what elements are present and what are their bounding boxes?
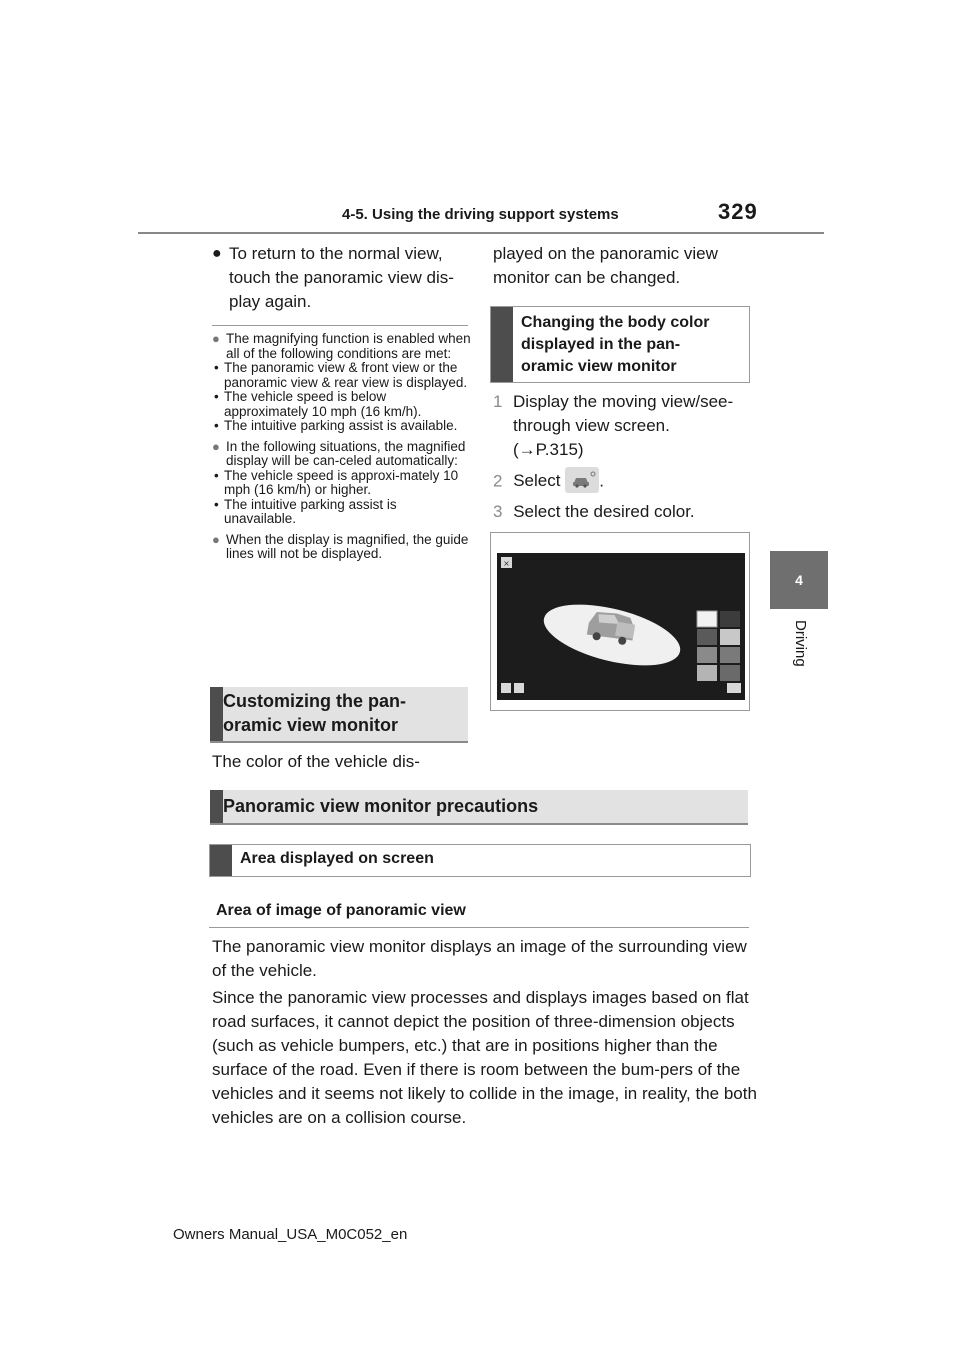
color-swatch [720,647,740,663]
color-swatch [720,629,740,645]
note-dot-icon: ● [212,531,220,547]
note-text: In the following situations, the magnified display will be can-celed automatically: [226,438,466,468]
note-subitem [212,498,472,527]
heading-bar [210,687,223,741]
area-subheading [209,844,751,877]
sub-bullet-icon: • [214,418,219,433]
note-subitem-text: The vehicle speed is approxi-mately 10 mph (16 km/h) or higher. [224,467,459,497]
color-palette [697,611,740,681]
area-image-subsubheading: Area of image of panoramic view [216,902,466,919]
footer-text: Owners Manual_USA_M0C052_en [173,1226,408,1243]
subheading-bar [210,845,232,876]
rear-view-icon [514,683,524,693]
section-title: 4-5. Using the driving support systems [342,206,619,223]
note-subitem [212,419,472,434]
header-divider [138,232,824,234]
note-subitem [212,469,472,498]
note-subitem-text: The panoramic view & front view or the panoramic view & rear view is displayed. [224,360,468,390]
note-item [212,533,472,562]
note-subitem-text: The vehicle speed is below approximately 10 mph (16 km/h). [224,389,422,419]
sub-bullet-icon: • [214,467,219,483]
monitor-graphic [497,553,745,700]
step-number: 2 [493,471,503,491]
color-swatch [697,647,717,663]
bullet-text: To return to the normal view, touch the panoramic view dis-play again. [229,244,454,311]
color-swatch [697,611,717,627]
chapter-label: Driving [792,620,809,667]
note-subitem [212,361,472,390]
sub-bullet-icon: • [214,496,219,512]
customize-heading-line1: Customizing the pan- [223,691,406,711]
note-text: The magnifying function is enabled when all of the following conditions are met: [226,331,471,361]
color-swatch [720,611,740,627]
note-subitem-text: The intuitive parking assist is available. [224,418,458,433]
body-color-subheading [490,306,750,383]
color-swatch [720,665,740,681]
subheading-line1: Changing the body color [521,314,710,331]
sub-bullet-icon: • [214,389,219,404]
monitor-screen [497,553,745,700]
svg-text:×: × [503,559,510,568]
note-text: When the display is magnified, the guide lines will not be displayed. [226,531,469,561]
step-1-line2: through view screen. [513,416,670,435]
heading-bar [210,790,223,823]
sub-bullet-icon: • [214,360,219,375]
subheading-line2: displayed in the pan- [521,336,681,353]
chapter-label-wrap [770,620,828,700]
color-swatch [697,665,717,681]
note-subitem-text: The intuitive parking assist is unavailable. [224,496,397,526]
note-subitem [212,390,472,419]
step-3 [493,500,753,524]
step-2-text: Select [513,471,561,491]
page-number: 329 [718,199,758,224]
precautions-heading-text: Panoramic view monitor precautions [223,796,539,816]
color-intro-cont: played on the panoramic view monitor can be changed. [493,244,718,287]
precautions-heading [210,790,748,825]
step-number: 3 [493,502,503,521]
note-item [212,440,472,527]
notes-divider [212,325,468,326]
subheading-bar [491,307,513,382]
bullet-dot-icon: ● [212,245,222,262]
customize-heading-line2: oramic view monitor [223,715,399,735]
step-1-line3: (→P.315) [513,440,584,459]
car-settings-icon [727,683,741,693]
subheading-line3: oramic view monitor [521,358,677,375]
note-dot-icon: ● [212,331,220,346]
precautions-para-2: Since the panoramic view processes and displays images based on flat road surfaces, it cannot depict the position of three-dimension objects (such as vehicle bumpers, etc.) that are in positions higher than the surface of the road. Even if there is room between the bum-pers of the vehicles and it seems not likely to collide in the image, in reality, the both vehicles are on a collision course. [212,988,757,1127]
chapter-tab[interactable] [770,551,828,609]
screen-illustration [490,532,750,711]
color-swatch [697,629,717,645]
step-number: 1 [493,392,503,411]
notes-list [212,332,472,568]
note-item [212,332,472,434]
step-3-text: Select the desired color. [513,502,695,521]
customize-heading [210,687,468,743]
step-2-period: . [599,471,604,491]
color-intro: The color of the vehicle dis- [212,752,420,771]
area-subheading-text: Area displayed on screen [240,850,434,867]
view-icon [501,683,511,693]
subsubheading-rule [209,927,749,928]
car-settings-icon[interactable] [565,467,599,493]
step-1-line1: Display the moving view/see- [513,392,734,411]
step-2 [493,469,753,495]
chapter-number: 4 [795,572,803,588]
note-dot-icon: ● [212,438,220,454]
precautions-para-1: The panoramic view monitor displays an image of the surrounding view of the vehicle. [212,937,747,980]
